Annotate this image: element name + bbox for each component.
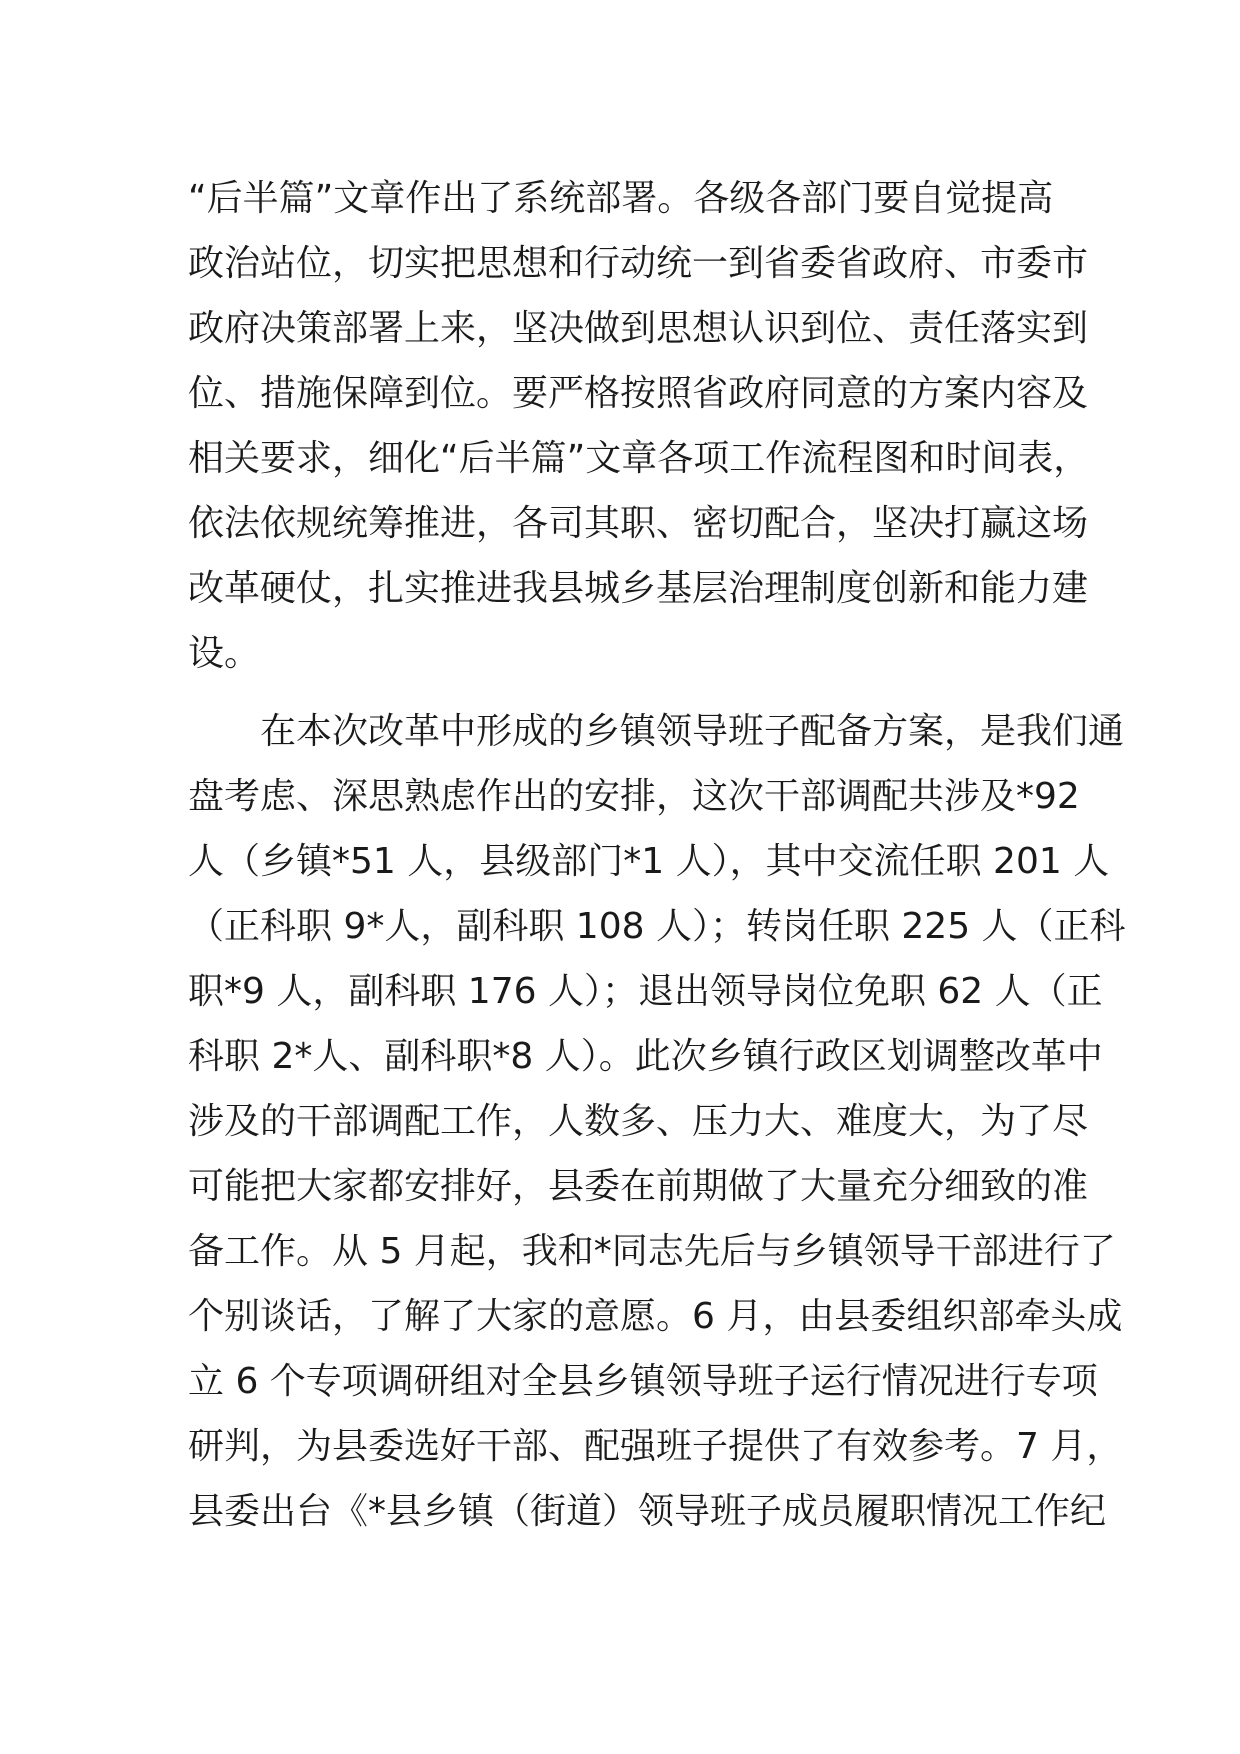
paragraph-line: 研判，为县委选好干部、配强班子提供了有效参考。7 月， xyxy=(188,1426,1123,1467)
document-body xyxy=(188,166,1126,1544)
paragraph-line: 县委出台《*县乡镇（街道）领导班子成员履职情况工作纪 xyxy=(188,1491,1107,1532)
paragraph-line: 可能把大家都安排好，县委在前期做了大量充分细致的准 xyxy=(188,1166,1089,1207)
paragraph-line: 政治站位，切实把思想和行动统一到省委省政府、市委市 xyxy=(188,243,1089,284)
paragraph-spacer xyxy=(188,686,1060,699)
paragraph-line: 改革硬仗，扎实推进我县城乡基层治理制度创新和能力建 xyxy=(188,568,1089,609)
paragraph-line: 个别谈话，了解了大家的意愿。6 月，由县委组织部牵头成 xyxy=(188,1296,1123,1337)
paragraph-line: 政府决策部署上来，坚决做到思想认识到位、责任落实到 xyxy=(188,308,1089,349)
paragraph-line: 科职 2*人、副科职*8 人）。此次乡镇行政区划调整改革中 xyxy=(188,1036,1103,1077)
paragraph-1 xyxy=(188,166,1090,686)
paragraph-line: （正科职 9*人，副科职 108 人）；转岗任职 225 人（正科 xyxy=(188,906,1126,947)
paragraph-line: 职*9 人，副科职 176 人）；退出领导岗位免职 62 人（正 xyxy=(188,971,1103,1012)
paragraph-line: 立 6 个专项调研组对全县乡镇领导班子运行情况进行专项 xyxy=(188,1361,1098,1402)
paragraph-line: 相关要求，细化“后半篇”文章各项工作流程图和时间表， xyxy=(188,438,1090,479)
paragraph-line: 备工作。从 5 月起，我和*同志先后与乡镇领导干部进行了 xyxy=(188,1231,1116,1272)
paragraph-line: 人（乡镇*51 人，县级部门*1 人），其中交流任职 201 人 xyxy=(188,841,1110,882)
paragraph-line: 在本次改革中形成的乡镇领导班子配备方案，是我们通 xyxy=(188,711,1125,752)
paragraph-line: 涉及的干部调配工作，人数多、压力大、难度大，为了尽 xyxy=(188,1101,1089,1142)
paragraph-line: 依法依规统筹推进，各司其职、密切配合，坚决打赢这场 xyxy=(188,503,1089,544)
paragraph-line: 设。 xyxy=(188,633,261,674)
paragraph-2 xyxy=(188,699,1126,1544)
paragraph-line: 盘考虑、深思熟虑作出的安排，这次干部调配共涉及*92 xyxy=(188,776,1080,817)
paragraph-line: “后半篇”文章作出了系统部署。各级各部门要自觉提高 xyxy=(188,178,1054,219)
paragraph-line: 位、措施保障到位。要严格按照省政府同意的方案内容及 xyxy=(188,373,1089,414)
